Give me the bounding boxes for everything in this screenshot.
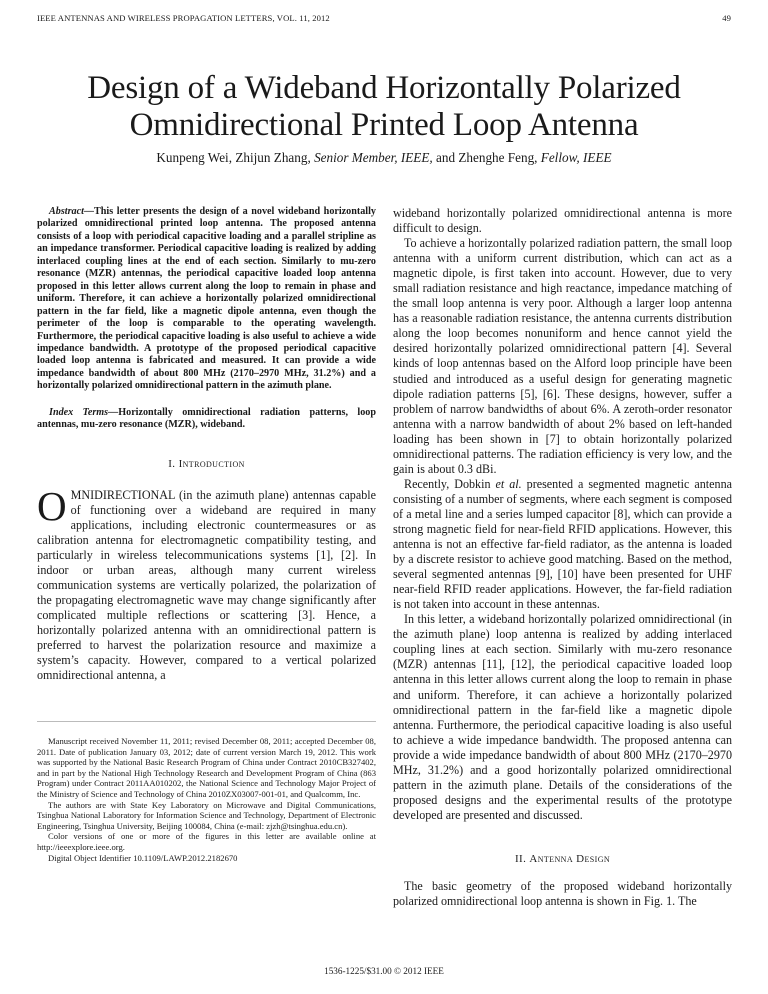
abstract-label: Abstract—	[49, 206, 95, 217]
paper-title	[20, 70, 748, 144]
author-3: Zhenghe Feng,	[458, 150, 538, 165]
abstract	[37, 206, 376, 393]
intro-paragraph-3-post: presented a segmented magnetic antenna consisting of a number of segments, where each segment is composed of a metal line and a series lumped capacitor [8], which can provide a strong magnetic field for near-field RFID applications. However, this antenna is not an effective far-field radiator, as the antenna is loaded by a discrete resistor to achieve good matching. Based on the method, several segmented antennas [9], [10] have been presented for UHF near-field RFID reader applications. However, the far-field radiation is not taken into account in these antennas.	[393, 476, 732, 612]
intro-paragraph-3	[393, 477, 732, 612]
section-1-title: Introduction	[178, 457, 245, 470]
drop-cap: O	[37, 482, 67, 529]
running-header	[37, 13, 731, 27]
left-column	[37, 206, 376, 683]
footnote-affiliation: The authors are with State Key Laboratory on Microwave and Digital Communications, Tsinghua National Laboratory for Information Science and Technology, Department of Electronic Engineering, Tsinghua University, Beijing 100084, China (e-mail: zjzh@tsinghua.edu.cn).	[37, 799, 376, 831]
right-column	[393, 206, 732, 909]
intro-paragraph-1	[37, 482, 376, 684]
design-paragraph-1: The basic geometry of the proposed wideband horizontally polarized omnidirectional loop antenna is shown in Fig. 1. The	[393, 878, 732, 908]
footnote-doi: Digital Object Identifier 10.1109/LAWP.2012.2182670	[48, 852, 238, 863]
footnote-color: Color versions of one or more of the figures in this letter are available online at http://ieeexplore.ieee.org.	[37, 831, 376, 852]
author-conjunction: and	[436, 150, 456, 165]
intro-paragraph-3-pre: Recently, Dobkin	[404, 476, 491, 491]
section-1-heading	[37, 458, 376, 470]
author-2-title: Senior Member, IEEE,	[314, 150, 433, 165]
index-terms-text: Horizontally omnidirectional radiation patterns, loop antennas, mu-zero resonance (MZR), wideband.	[37, 406, 376, 431]
author-list	[20, 150, 748, 166]
et-al: et al.	[495, 476, 522, 491]
index-terms	[37, 407, 376, 432]
copyright-footer: 1536-1225/$31.00 © 2012 IEEE	[324, 966, 444, 976]
section-2-heading	[393, 853, 732, 865]
section-2-number: II.	[514, 852, 527, 865]
footnote-divider	[37, 721, 376, 722]
footnote	[37, 736, 376, 863]
intro-paragraph-1-text: MNIDIRECTIONAL (in the azimuth plane) antennas capable of functioning over a wideband are required in many applications, including electronic countermeasures or as calibration antenna for electromagnetic compatibility testing, and particularly in wireless telecommunications systems [1], [2]. In indoor or urban areas, although many current wireless communication systems are vertically polarized, the polarization of the propagating electromagnetic wave may change significantly after complicated multiple reflections or scattering [3]. Hence, a horizontally polarized antenna with an omnidirectional pattern is preferred to harvest the polarization resource and maximize a system’s capacity. However, compared to a vertical polarized omnidirectional antenna, a	[37, 487, 376, 683]
page-number: 49	[722, 13, 731, 23]
intro-paragraph-2: To achieve a horizontally polarized radiation pattern, the small loop antenna with a uniform current distribution, which can act as a magnetic dipole, is first taken into account. However, due to very small radiation resistance and high reactance, impedance matching of the small loop antenna is very poor. Although a larger loop antenna has a reasonable radiation resistance, the antenna currents distribution along the loop becomes nonuniform and hence cannot yield the desired horizontally polarized omnidirectional pattern [4]. Several kinds of loop antennas based on the Alford loop principle have been studied and introduced as a useful design for generating magnetic dipole radiation patterns [5], [6]. These designs, however, suffer a problem of narrow bandwidths of about 6%. A zeroth-order resonator antenna with a narrow bandwidth of about 2% based on left-handed loading has been shown in [7] to obtain horizontally polarized omnidirectional patterns. The radiation efficiency is very low, and the gain is about 0.3 dBi.	[393, 236, 732, 476]
journal-header: IEEE ANTENNAS AND WIRELESS PROPAGATION LETTERS, VOL. 11, 2012	[37, 13, 330, 23]
author-2: Zhijun Zhang,	[235, 150, 311, 165]
author-1: Kunpeng Wei,	[156, 150, 233, 165]
intro-paragraph-4: In this letter, a wideband horizontally polarized omnidirectional (in the azimuth plane) loop antenna is realized by adding interlaced coupling lines at each section. Similarly with mu-zero resonance (MZR) antennas [11], [12], the periodical capacitive loaded loop antenna in this letter allows current along the loop to remain in phase and uniform. Therefore, it can achieve a horizontally polarized omnidirectional pattern in the far-field like a magnetic dipole antenna. Furthermore, the periodical capacitive loading is also useful to achieve a wide impedance bandwidth. The proposed antenna can provide a wide impedance bandwidth of about 800 MHz (2170–2970 MHz, 31.2%) and a good horizontally polarized omnidirectional pattern in the azimuth plane. Details of the considerations of the proposed designs and the experimental results of the prototype developed are presented and discussed.	[393, 612, 732, 822]
section-2-title: Antenna Design	[529, 852, 611, 865]
author-3-title: Fellow, IEEE	[540, 150, 612, 165]
footnote-manuscript: Manuscript received November 11, 2011; revised December 08, 2011; accepted December 08, 2011. Date of publication January 03, 2012; date of current version March 19, 2012. This work was supported by the National Basic Research Program of China under Contract 2010CB327402, and in part by the National High Technology Research and Development Program of China (863 Program) under Contract 2011AA010202, the National Science and Technology Major Project of the Ministry of Science and Technology of China 2010ZX03007-001-01, and Qualcomm, Inc.	[37, 736, 376, 799]
title-line-1: Design of a Wideband Horizontally Polarized	[87, 70, 681, 106]
abstract-text: This letter presents the design of a novel wideband horizontally polarized omnidirectional printed loop antenna. The proposed antenna consists of a loop with periodical capacitive loading and a parallel stripline as an impedance transformer. Periodical capacitive loading is realized by adding interlaced coupling lines at the end of each section. Similarly to mu-zero resonance (MZR) antennas, the periodical capacitive loaded loop antenna proposed in this letter allows current along the loop to remain in phase and uniform. Therefore, it can achieve a horizontally polarized omnidirectional pattern in the far field, like a magnetic dipole antenna, even though the perimeter of the loop is comparable to the operating wavelength. Furthermore, the periodical capacitive loading is also useful to achieve a wide impedance bandwidth. A prototype of the proposed periodical capacitive loaded loop antenna is fabricated and measured. It can provide a wide impedance bandwidth of about 800 MHz (2170–2970 MHz, 31.2%) and a horizontally polarized omnidirectional pattern in the azimuth plane.	[37, 206, 376, 392]
section-1-number: I.	[168, 457, 176, 470]
intro-paragraph-1-cont: wideband horizontally polarized omnidirectional antenna is more difficult to design.	[393, 206, 732, 236]
index-terms-label: Index Terms—	[49, 406, 119, 418]
title-line-2: Omnidirectional Printed Loop Antenna	[129, 107, 639, 143]
